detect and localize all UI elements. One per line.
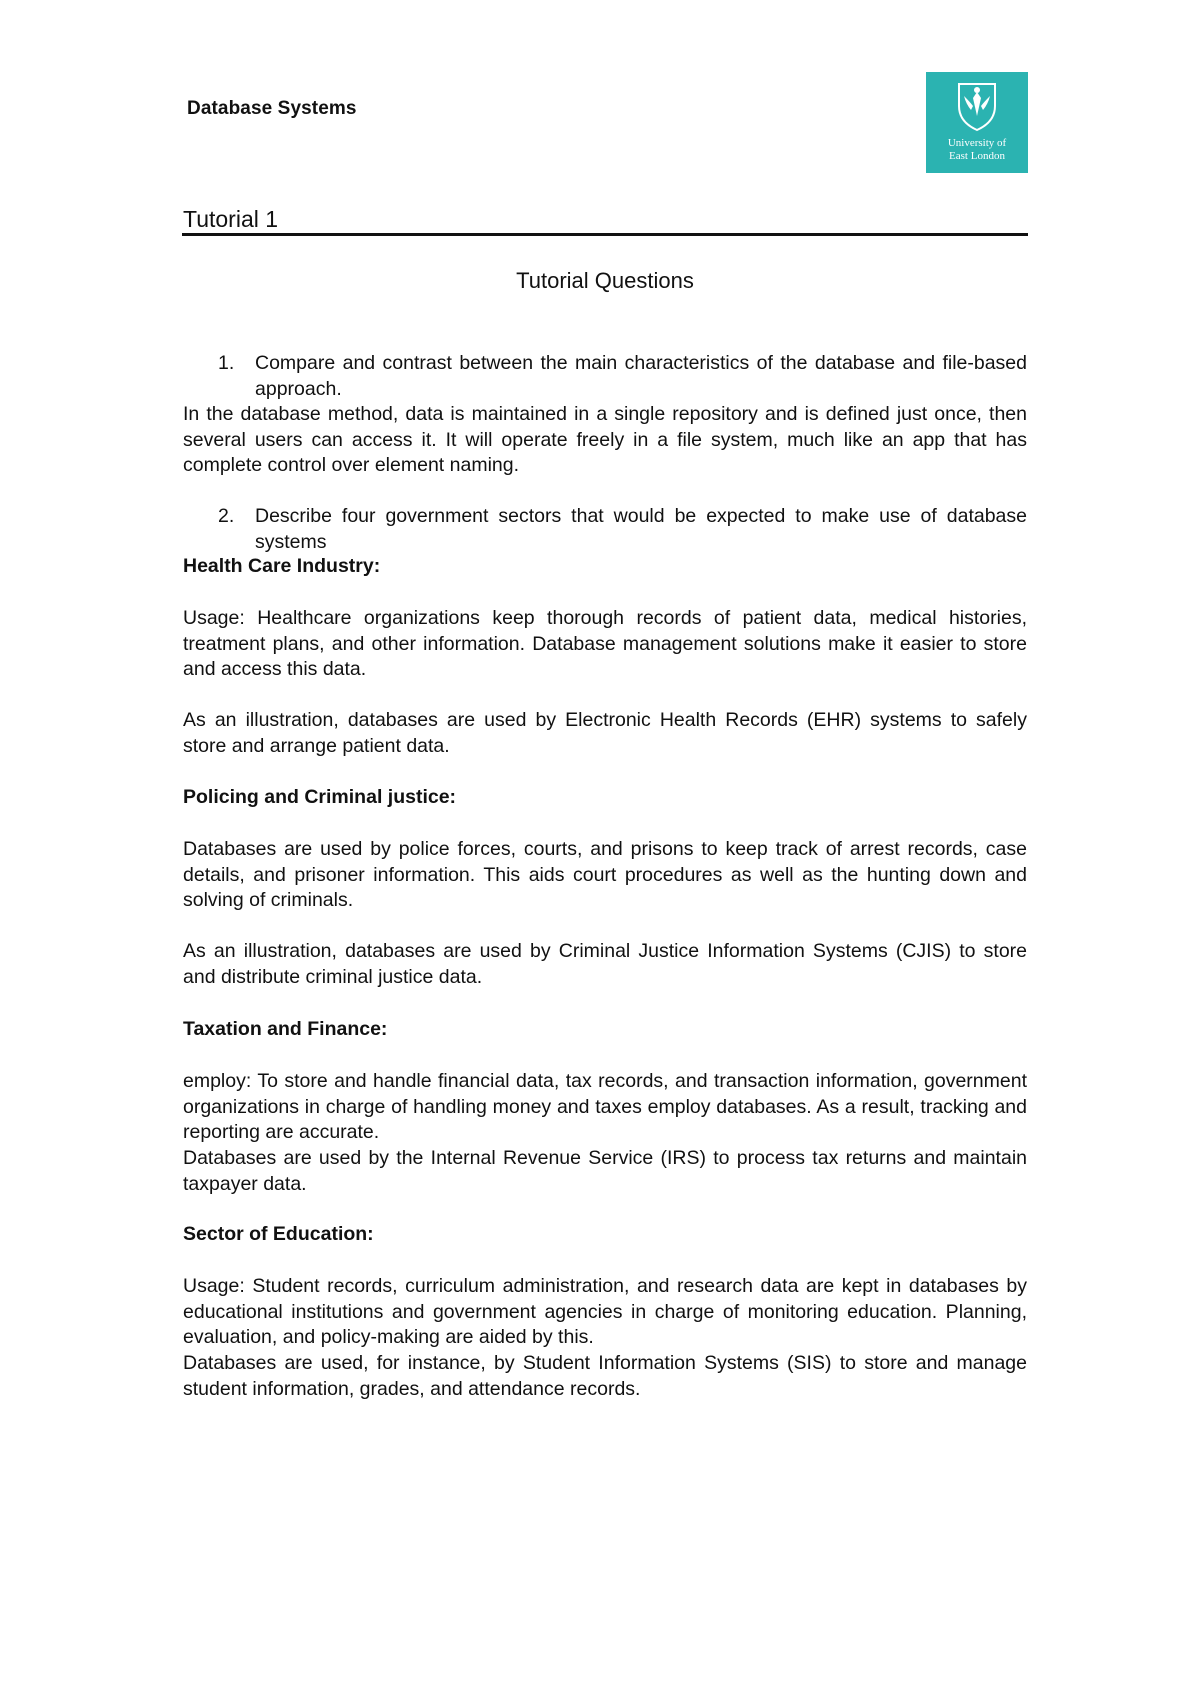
logo-text-line-2: East London bbox=[949, 150, 1005, 162]
section-title: Tutorial Questions bbox=[516, 268, 694, 293]
sector-paragraph: As an illustration, databases are used by Criminal Justice Information Systems (CJIS) to store and distribute criminal justice data. bbox=[183, 940, 1027, 988]
course-name: Database Systems bbox=[187, 98, 357, 119]
answer-text: In the database method, data is maintained in a single repository and is defined just once, then several users can access it. It will operate freely in a file system, much like an app that has complete control over element naming. bbox=[183, 403, 1027, 476]
question-text: Compare and contrast between the main characteristics of the database and file-based approach. bbox=[255, 352, 1027, 400]
sector-paragraph: Databases are used by the Internal Revenue Service (IRS) to process tax returns and maintain taxpayer data. bbox=[183, 1147, 1027, 1195]
tutorial-title: Tutorial 1 bbox=[183, 206, 279, 232]
sector-heading-taxation: Taxation and Finance: bbox=[183, 1018, 388, 1040]
sector-paragraph: Databases are used, for instance, by Student Information Systems (SIS) to store and manage student information, grades, and attendance records. bbox=[183, 1352, 1027, 1400]
answer-1 bbox=[183, 402, 1027, 479]
title-divider bbox=[182, 233, 1028, 236]
question-number: 1. bbox=[218, 352, 235, 374]
university-logo bbox=[926, 72, 1028, 173]
sector-paragraph: Databases are used by police forces, courts, and prisons to keep track of arrest records, case details, and prisoner information. This aids court procedures as well as the hunting down and solving of criminals. bbox=[183, 838, 1027, 911]
sector-paragraph: As an illustration, databases are used by Electronic Health Records (EHR) systems to safely store and arrange patient data. bbox=[183, 709, 1027, 757]
sector-paragraph: employ: To store and handle financial data, tax records, and transaction information, government organizations in charge of handling money and taxes employ databases. As a result, tracking and reporting are accurate. bbox=[183, 1070, 1027, 1143]
question-2 bbox=[183, 504, 1027, 555]
question-1 bbox=[183, 351, 1027, 402]
sector-heading-education: Sector of Education: bbox=[183, 1223, 374, 1245]
sector-paragraph: Usage: Student records, curriculum administration, and research data are kept in databases by educational institutions and government agencies in charge of monitoring education. Planning, evaluation, and policy-making are aided by this. bbox=[183, 1275, 1027, 1348]
question-text: Describe four government sectors that would be expected to make use of database systems bbox=[255, 505, 1027, 553]
logo-text-line-1: University of bbox=[947, 137, 1007, 149]
sector-paragraph: Usage: Healthcare organizations keep thorough records of patient data, medical histories, treatment plans, and other information. Database management solutions make it easier to store and access this data. bbox=[183, 607, 1027, 680]
sector-heading-health: Health Care Industry: bbox=[183, 555, 381, 577]
sector-heading-policing: Policing and Criminal justice: bbox=[183, 786, 457, 808]
question-number: 2. bbox=[218, 505, 235, 527]
university-crest-icon bbox=[926, 72, 1028, 173]
